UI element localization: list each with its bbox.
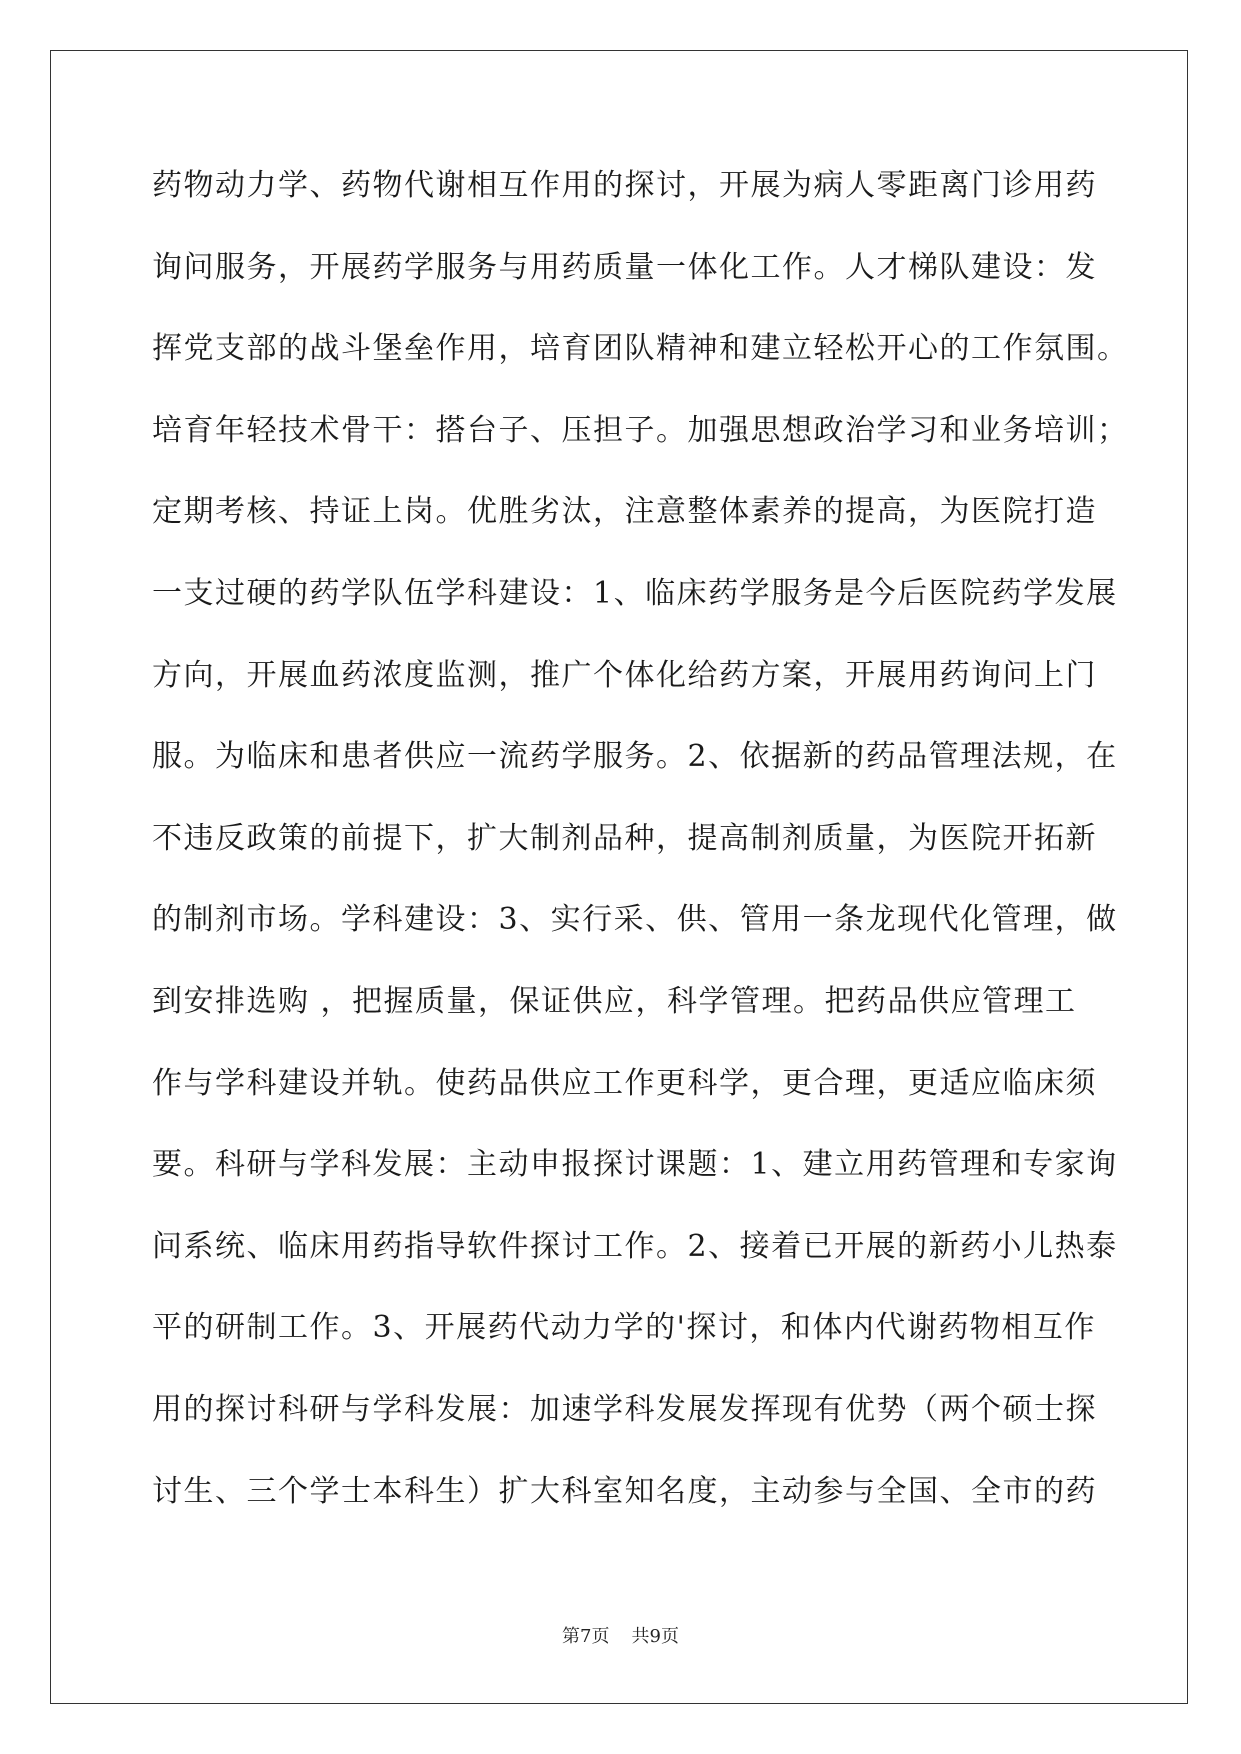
text-line: 询问服务，开展药学服务与用药质量一体化工作。人才梯队建设：发: [152, 249, 1097, 285]
text-line: 服。为临床和患者供应一流药学服务。2、依据新的药品管理法规，在: [152, 739, 1118, 775]
text-line: 平的研制工作。3、开展药代动力学的'探讨，和体内代谢药物相互作: [152, 1310, 1096, 1346]
page-number: 第7页: [562, 1626, 610, 1647]
text-line: 挥党支部的战斗堡垒作用，培育团队精神和建立轻松开心的工作氛围。: [152, 331, 1129, 367]
text-line: 到安排选购 ，把握质量，保证供应，科学管理。把药品供应管理工: [152, 983, 1077, 1019]
page-footer: [0, 1622, 1241, 1648]
text-line: 定期考核、持证上岗。优胜劣汰，注意整体素养的提高，为医院打造: [152, 494, 1097, 530]
text-line: 用的探讨科研与学科发展：加速学科发展发挥现有优势（两个硕士探: [152, 1391, 1097, 1427]
text-line: 作与学科建设并轨。使药品供应工作更科学，更合理，更适应临床须: [152, 1065, 1097, 1101]
text-line: 培育年轻技术骨干：搭台子、压担子。加强思想政治学习和业务培训；: [152, 412, 1129, 448]
text-line: 的制剂市场。学科建设：3、实行采、供、管用一条龙现代化管理，做: [152, 902, 1118, 938]
text-line: 药物动力学、药物代谢相互作用的探讨，开展为病人零距离门诊用药: [152, 168, 1097, 203]
document-body: [152, 160, 1129, 1547]
text-line: 不违反政策的前提下，扩大制剂品种，提高制剂质量，为医院开拓新: [152, 820, 1097, 856]
text-line: 讨生、三个学士本科生）扩大科室知名度，主动参与全国、全市的药: [152, 1473, 1097, 1509]
page-total: 共9页: [631, 1626, 679, 1647]
text-line: 方向，开展血药浓度监测，推广个体化给药方案，开展用药询问上门: [152, 657, 1097, 693]
text-line: 要。科研与学科发展：主动申报探讨课题：1、建立用药管理和专家询: [152, 1147, 1118, 1183]
text-line: 问系统、临床用药指导软件探讨工作。2、接着已开展的新药小儿热泰: [152, 1228, 1118, 1264]
text-line: 一支过硬的药学队伍学科建设：1、临床药学服务是今后医院药学发展: [152, 575, 1118, 611]
